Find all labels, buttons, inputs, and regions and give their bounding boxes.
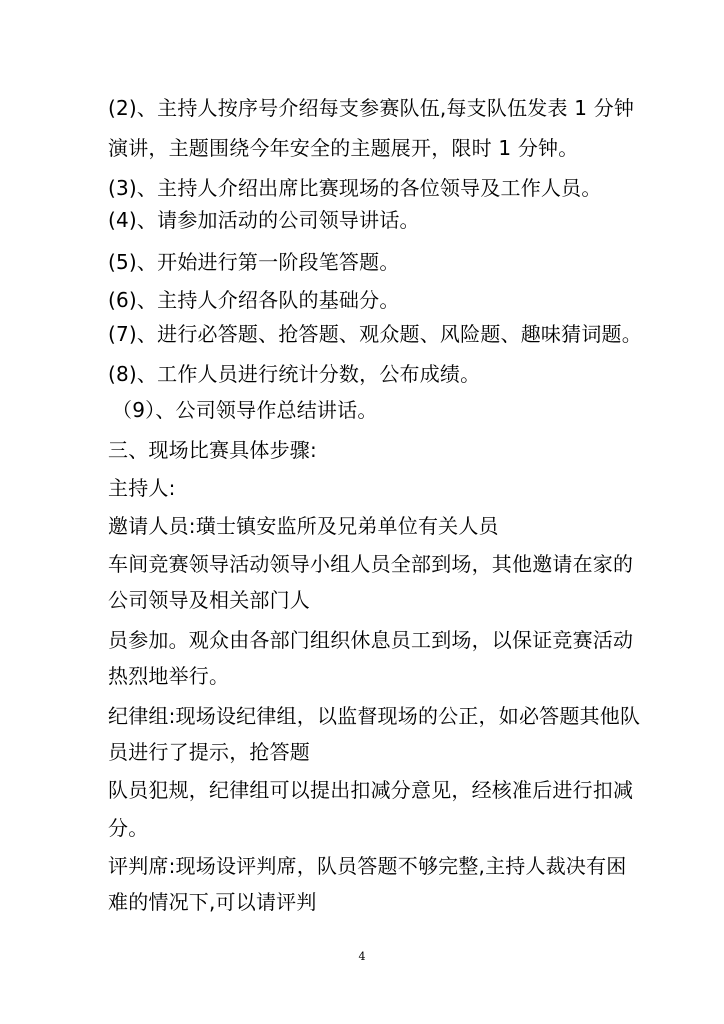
text-line-7: (7)、进行必答题、抢答题、观众题、风险题、趣味猜词题。 [108,322,642,346]
text-line-18: 员进行了提示，抢答题 [108,740,310,764]
page-number: 4 [358,950,366,963]
text-line-16: 热烈地举行。 [108,664,230,688]
text-line-14: 公司领导及相关部门人 [108,588,310,612]
text-line-20: 分。 [108,816,149,840]
text-line-1: (2)、主持人按序号介绍每支参赛队伍,每支队伍发表 1 分钟 [108,96,635,120]
text-line-12: 邀请人员:璜士镇安监所及兄弟单位有关人员 [108,514,499,538]
text-line-5: (5)、开始进行第一阶段笔答题。 [108,250,400,274]
text-line-8: (8)、工作人员进行统计分数，公布成绩。 [108,362,481,386]
text-line-6: (6)、主持人介绍各队的基础分。 [108,288,400,312]
text-line-15: 员参加。观众由各部门组织休息员工到场，以保证竞赛活动 [108,628,634,652]
text-line-2: 演讲，主题围绕今年安全的主题展开，限时 1 分钟。 [108,136,579,160]
text-line-4: (4)、请参加活动的公司领导讲话。 [108,208,420,232]
text-line-19: 队员犯规，纪律组可以提出扣减分意见，经核准后进行扣减 [108,778,634,802]
text-line-17: 纪律组:现场设纪律组，以监督现场的公正，如必答题其他队 [108,704,641,728]
text-line-9: （9）、公司领导作总结讲话。 [112,398,378,422]
section-heading: 三、现场比赛具体步骤: [108,438,317,462]
text-line-22: 难的情况下,可以请评判 [108,890,317,914]
text-line-3: (3)、主持人介绍出席比赛现场的各位领导及工作人员。 [108,176,602,200]
text-line-21: 评判席:现场设评判席，队员答题不够完整,主持人裁决有困 [108,854,627,878]
text-line-13: 车间竞赛领导活动领导小组人员全部到场，其他邀请在家的 [108,552,634,576]
text-line-11: 主持人: [108,476,176,500]
